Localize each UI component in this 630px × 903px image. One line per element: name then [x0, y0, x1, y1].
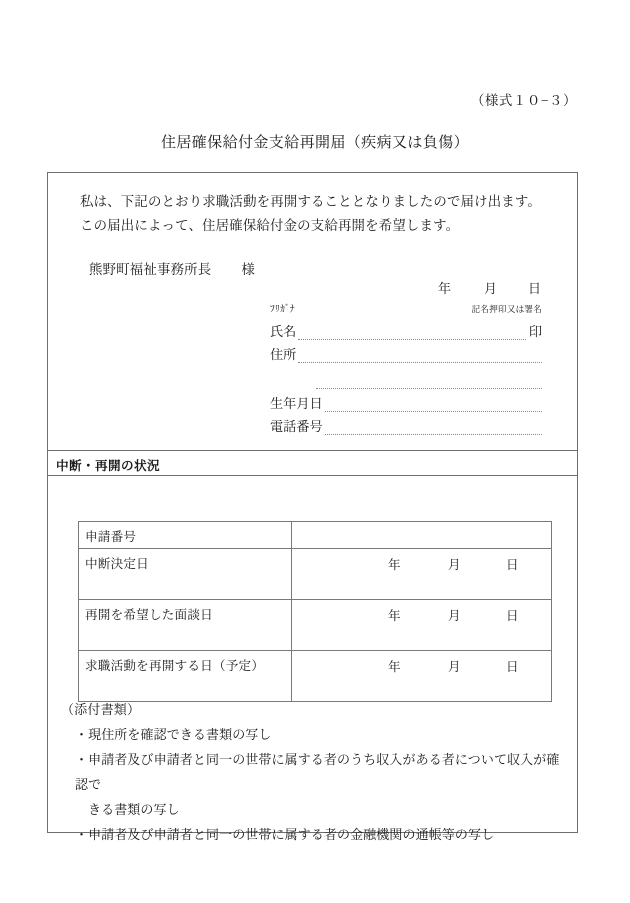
table-row: [79, 522, 552, 549]
status-row-label: 中断決定日: [79, 549, 292, 600]
status-table: [78, 521, 552, 702]
addressee-honorific: 様: [241, 262, 255, 277]
phone-field-row: [270, 412, 542, 435]
seal-mark: 印: [528, 324, 542, 339]
applicant-fields: [270, 301, 542, 435]
name-label: 氏名: [270, 324, 297, 339]
ymd-month: 月: [448, 660, 461, 674]
page-title: 住居確保給付金支給再開届（疾病又は負傷）: [160, 135, 469, 151]
phone-input[interactable]: [325, 419, 542, 435]
form-number: （様式１０−３）: [470, 93, 577, 108]
address-field-row: [270, 340, 542, 363]
seal-note-label: 記名押印又は署名: [471, 304, 542, 314]
address-input[interactable]: [298, 347, 542, 363]
address-continuation-row: [270, 363, 542, 389]
birthdate-field-row: [270, 389, 542, 412]
name-input[interactable]: [298, 324, 525, 340]
table-row: [79, 549, 552, 600]
section-header-band: [48, 450, 577, 476]
list-item: [61, 722, 566, 747]
address-input-line-2[interactable]: [316, 373, 542, 389]
ymd-day: 日: [506, 609, 519, 623]
birthdate-input[interactable]: [325, 396, 542, 412]
submission-date-line: [438, 278, 541, 297]
ymd-group: [292, 651, 551, 675]
jobsearch-resume-date-cell[interactable]: [292, 651, 552, 702]
declaration-line-1: 私は、下記のとおり求職活動を再開することとなりましたので届け出ます。: [80, 194, 542, 209]
address-label: 住所: [270, 347, 297, 362]
phone-label: 電話番号: [270, 419, 323, 434]
name-field-row: [270, 317, 542, 340]
furigana-label: ﾌﾘｶﾞﾅ: [270, 304, 295, 315]
ymd-day: 日: [506, 660, 519, 674]
suspension-decision-date-cell[interactable]: [292, 549, 552, 600]
declaration-text: [80, 190, 541, 238]
status-table-body: [79, 522, 552, 702]
birthdate-label: 生年月日: [270, 396, 323, 411]
list-item: [61, 822, 566, 847]
submission-date-day[interactable]: 日: [528, 281, 542, 296]
section-header-label: 中断・再開の状況: [56, 459, 160, 473]
attachment-text: ・申請者及び申請者と同一の世帯に属する者のうち収入がある者について収入が確認で: [75, 752, 560, 792]
ymd-year: 年: [388, 609, 401, 623]
ymd-month: 月: [448, 609, 461, 623]
attachment-text: ・現住所を確認できる書類の写し: [75, 727, 272, 742]
ymd-group: [292, 549, 551, 573]
attachments-heading: （添付書類）: [61, 702, 141, 717]
ymd-year: 年: [388, 660, 401, 674]
ymd-group: [292, 600, 551, 624]
application-number-input[interactable]: [292, 522, 552, 549]
attachment-text-continuation: きる書類の写し: [88, 802, 180, 817]
status-row-label: 再開を希望した面談日: [79, 600, 292, 651]
ymd-month: 月: [448, 558, 461, 572]
attachment-text: ・申請者及び申請者と同一の世帯に属する者の金融機関の通帳等の写し: [75, 827, 495, 842]
list-item: [61, 747, 566, 822]
attachments-section: [61, 697, 566, 847]
resumption-interview-date-cell[interactable]: [292, 600, 552, 651]
submission-date-year[interactable]: 年: [438, 281, 452, 296]
table-row: [79, 651, 552, 702]
table-row: [79, 600, 552, 651]
submission-date-month[interactable]: 月: [484, 281, 498, 296]
addressee: [89, 259, 255, 278]
status-row-label: 求職活動を再開する日（予定）: [79, 651, 292, 702]
ymd-day: 日: [506, 558, 519, 572]
declaration-line-2: この届出によって、住居確保給付金の支給再開を希望します。: [80, 218, 460, 233]
ymd-year: 年: [388, 558, 401, 572]
status-row-label: 申請番号: [79, 522, 292, 549]
name-field-meta: [270, 301, 542, 315]
addressee-office: 熊野町福祉事務所長: [89, 262, 212, 277]
form-frame: [47, 172, 578, 842]
